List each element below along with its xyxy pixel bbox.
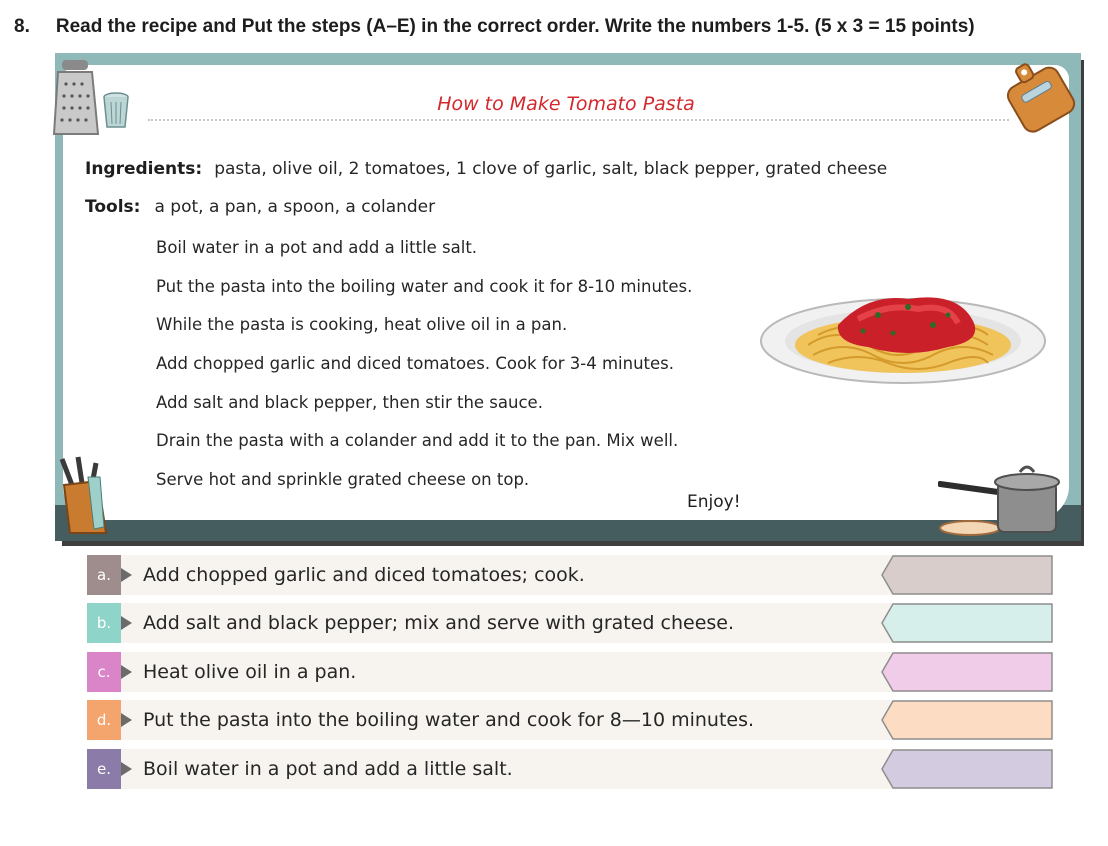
question-instruction: Read the recipe and Put the steps (A–E) in the correct order. Write the numbers 1-5. (5 x 3 = 15 points)	[55, 16, 975, 37]
item-letter: a.	[87, 555, 121, 595]
item-text: Heat olive oil in a pan.	[143, 661, 357, 683]
answer-box[interactable]	[881, 749, 1053, 789]
answer-box[interactable]	[881, 700, 1053, 740]
exercise-item-b	[87, 603, 1053, 643]
ingredients-label: Ingredients:	[85, 159, 203, 179]
recipe-step: Add chopped garlic and diced tomatoes. Cook for 3-4 minutes.	[156, 354, 674, 374]
exercise-item-d	[87, 700, 1053, 740]
knife-block-icon	[58, 455, 112, 535]
arrow-right-icon	[121, 713, 132, 727]
recipe-step: Add salt and black pepper, then stir the sauce.	[156, 392, 543, 412]
recipe-step: While the pasta is cooking, heat olive oil in a pan.	[156, 315, 568, 335]
cup-icon	[101, 92, 131, 130]
item-letter: c.	[87, 652, 121, 692]
arrow-right-icon	[121, 762, 132, 776]
tools-label: Tools:	[85, 197, 141, 217]
item-text: Add salt and black pepper; mix and serve with grated cheese.	[143, 612, 735, 634]
item-letter: b.	[87, 603, 121, 643]
ingredients-text: pasta, olive oil, 2 tomatoes, 1 clove of garlic, salt, black pepper, grated cheese	[214, 159, 888, 179]
arrow-right-icon	[121, 568, 132, 582]
question-header	[14, 16, 1094, 38]
recipe-closing: Enjoy!	[687, 492, 741, 512]
item-text: Add chopped garlic and diced tomatoes; cook.	[143, 564, 585, 586]
recipe-title: How to Make Tomato Pasta	[437, 93, 695, 115]
item-letter: e.	[87, 749, 121, 789]
tools-row	[85, 197, 435, 217]
exercise-item-e	[87, 749, 1053, 789]
arrow-right-icon	[121, 616, 132, 630]
cutting-board-icon	[1003, 55, 1083, 135]
item-text: Boil water in a pot and add a little salt.	[143, 758, 513, 780]
answer-box[interactable]	[881, 652, 1053, 692]
item-text: Put the pasta into the boiling water and cook for 8—10 minutes.	[143, 709, 755, 731]
exercise-item-a	[87, 555, 1053, 595]
answer-box[interactable]	[881, 603, 1053, 643]
recipe-steps	[156, 236, 692, 507]
question-number: 8.	[14, 16, 30, 37]
answer-box[interactable]	[881, 555, 1053, 595]
title-divider	[148, 119, 1009, 121]
ingredients-row	[85, 159, 887, 179]
recipe-step: Serve hot and sprinkle grated cheese on top.	[156, 470, 530, 490]
arrow-right-icon	[121, 665, 132, 679]
tools-text: a pot, a pan, a spoon, a colander	[154, 197, 436, 217]
grater-icon	[52, 58, 102, 136]
cooking-pot-icon	[938, 462, 1068, 542]
exercise-item-c	[87, 652, 1053, 692]
recipe-step: Boil water in a pot and add a little salt.	[156, 238, 478, 257]
recipe-step: Drain the pasta with a colander and add it to the pan. Mix well.	[156, 431, 679, 451]
spaghetti-plate-icon	[758, 285, 1048, 391]
item-letter: d.	[87, 700, 121, 740]
recipe-step: Put the pasta into the boiling water and cook it for 8-10 minutes.	[156, 276, 693, 296]
